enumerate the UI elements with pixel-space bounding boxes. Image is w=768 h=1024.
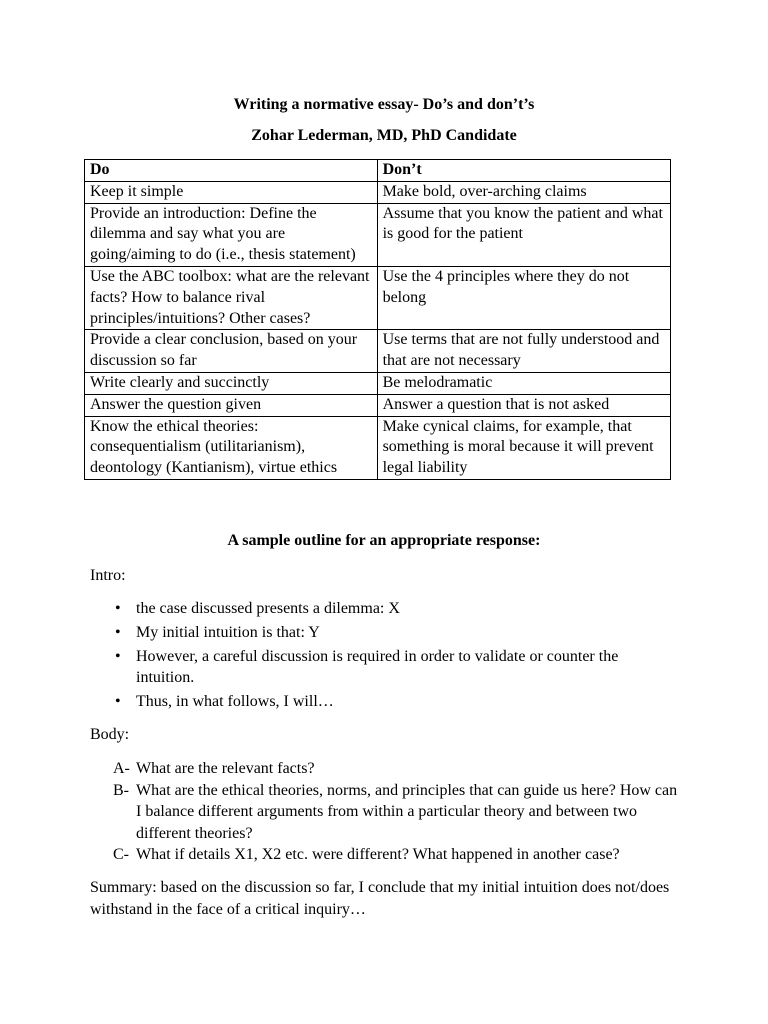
do-cell: Know the ethical theories: consequentialism (utilitarianism), deontology (Kantianism), virtue ethics [85, 416, 378, 479]
table-row [85, 203, 671, 266]
body-step-list [113, 758, 683, 866]
list-item-text: What are the ethical theories, norms, and principles that can guide us here? How can I balance different arguments from within a particular theory and between two different theories? [136, 781, 678, 842]
list-marker: B- [113, 781, 129, 799]
list-marker: C- [113, 846, 129, 863]
list-item-text: My initial intuition is that: Y [136, 624, 320, 641]
dont-cell: Assume that you know the patient and what is good for the patient [377, 203, 670, 266]
table-row [85, 416, 671, 479]
list-marker: A- [113, 760, 130, 777]
intro-label: Intro: [90, 567, 126, 584]
table-row [85, 266, 671, 329]
list-item-text: However, a careful discussion is required in order to validate or counter the intuition. [136, 648, 619, 686]
table-row [85, 181, 671, 203]
do-cell: Use the ABC toolbox: what are the relevant facts? How to balance rival principles/intuitions? Other cases? [85, 266, 378, 329]
list-item [113, 844, 683, 866]
table-row [85, 330, 671, 373]
document-title: Writing a normative essay- Do’s and don’t’s [233, 96, 535, 113]
table-row [85, 394, 671, 416]
list-item [90, 598, 680, 619]
column-header-do: Do [85, 160, 378, 182]
outline-heading: A sample outline for an appropriate response: [227, 532, 541, 549]
list-item [113, 780, 683, 845]
dos-and-donts-table [84, 159, 671, 480]
dont-cell: Be melodramatic [377, 372, 670, 394]
do-cell: Provide an introduction: Define the dilemma and say what you are going/aiming to do (i.e., thesis statement) [85, 203, 378, 266]
dont-cell: Make bold, over-arching claims [377, 181, 670, 203]
list-item [113, 758, 683, 780]
list-item-text: the case discussed presents a dilemma: X [136, 600, 400, 617]
list-item-text: Thus, in what follows, I will… [136, 693, 334, 710]
do-cell: Keep it simple [85, 181, 378, 203]
dont-cell: Answer a question that is not asked [377, 394, 670, 416]
table-row [85, 372, 671, 394]
intro-bullet-list [90, 598, 680, 715]
list-item [90, 622, 680, 643]
list-item [90, 646, 680, 688]
dont-cell: Use terms that are not fully understood and that are not necessary [377, 330, 670, 373]
list-item [90, 691, 680, 712]
do-cell: Provide a clear conclusion, based on your discussion so far [85, 330, 378, 373]
body-label: Body: [90, 726, 130, 743]
table-header-row [85, 160, 671, 182]
list-item-text: What are the relevant facts? [136, 760, 315, 777]
bullet-icon: • [115, 648, 121, 665]
bullet-icon: • [115, 600, 121, 617]
do-cell: Write clearly and succinctly [85, 372, 378, 394]
bullet-icon: • [115, 624, 121, 641]
document-author: Zohar Lederman, MD, PhD Candidate [251, 127, 517, 144]
column-header-dont: Don’t [377, 160, 670, 182]
bullet-icon: • [115, 693, 121, 710]
list-item-text: What if details X1, X2 etc. were different? What happened in another case? [136, 846, 620, 863]
dont-cell: Use the 4 principles where they do not belong [377, 266, 670, 329]
do-cell: Answer the question given [85, 394, 378, 416]
dont-cell: Make cynical claims, for example, that something is moral because it will prevent legal liability [377, 416, 670, 479]
summary-paragraph: Summary: based on the discussion so far, I conclude that my initial intuition does not/does withstand in the face of a critical inquiry… [90, 879, 670, 918]
